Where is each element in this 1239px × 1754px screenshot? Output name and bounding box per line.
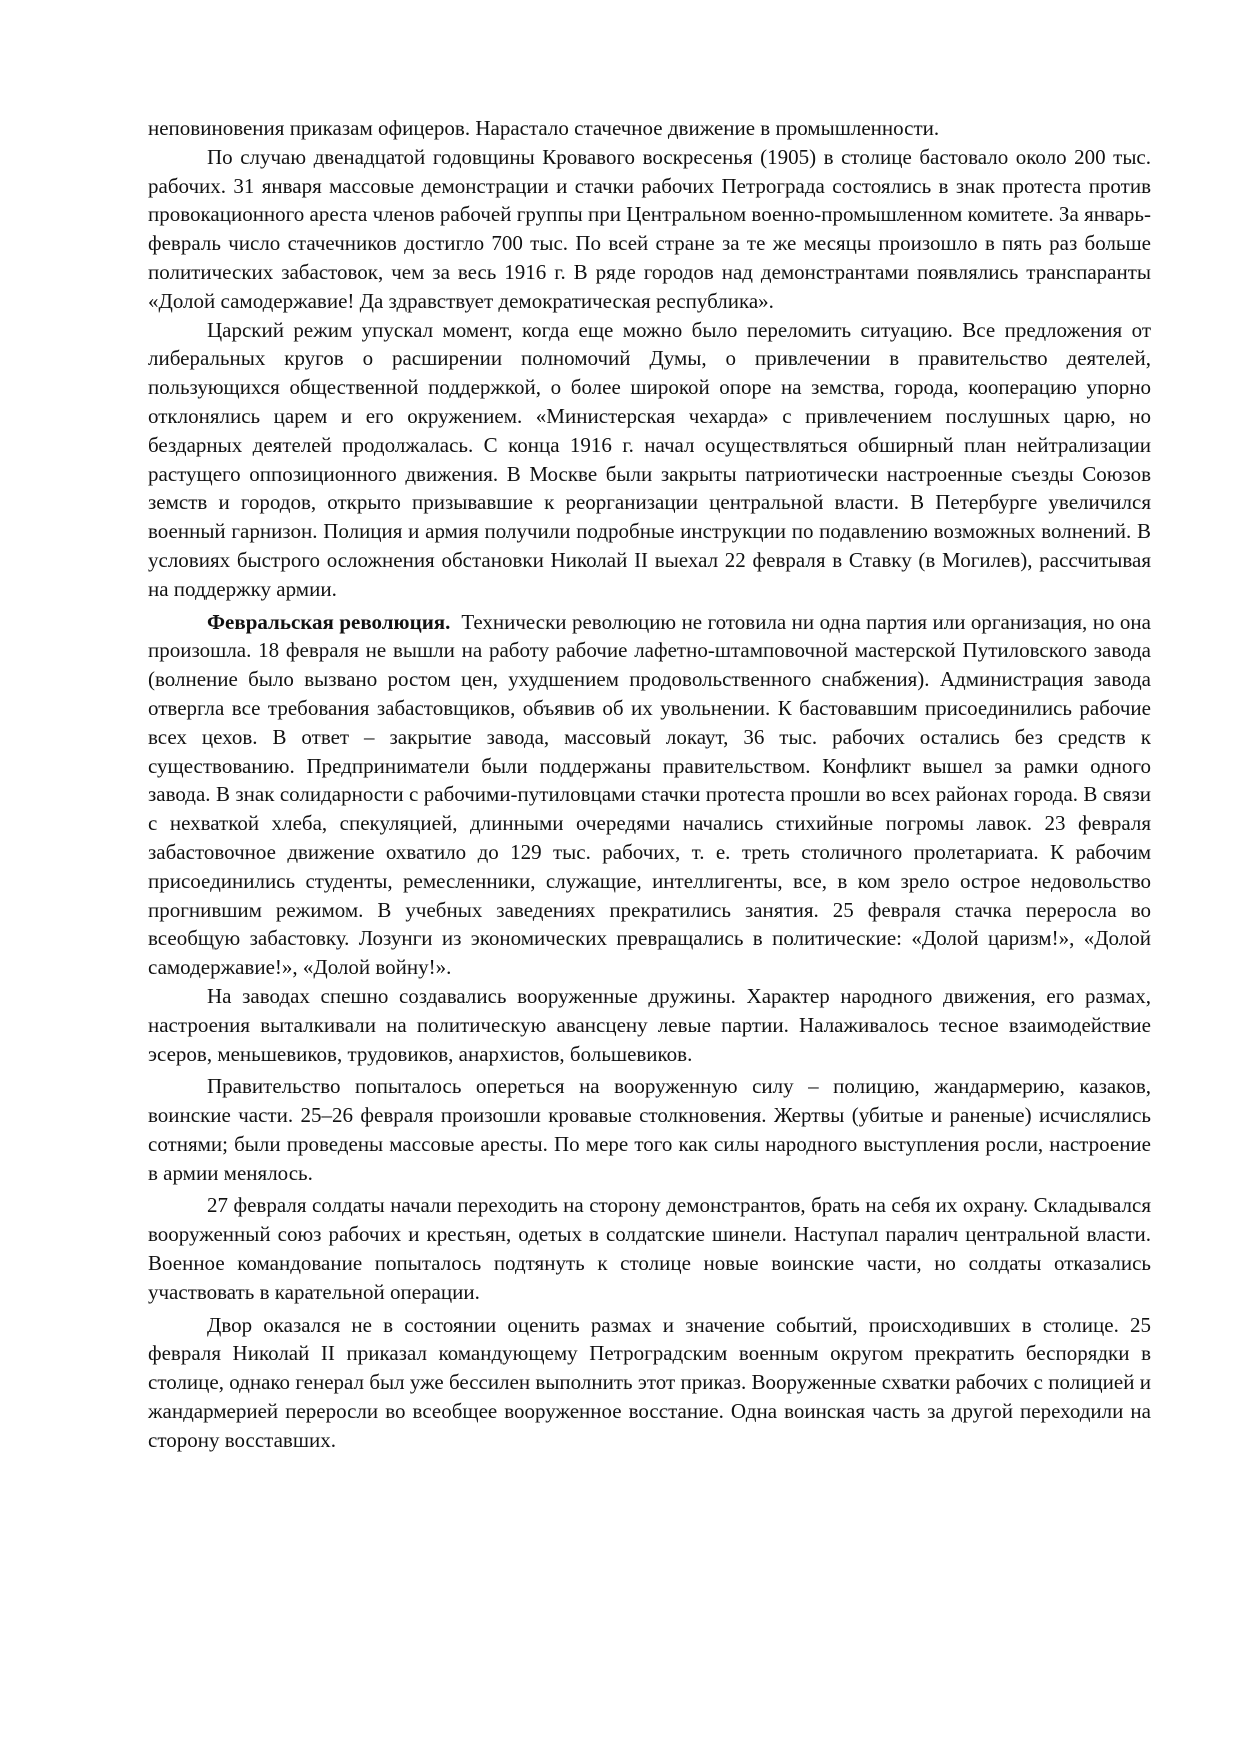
document-page [148,114,1151,1455]
paragraph-february-revolution [148,608,1151,982]
paragraph-text: Технически революцию не готовила ни одна партия или организация, но она произошла. 18 февраля не вышли на работу рабочие лафетно-штамповочной мастерской Путиловского завода (волнение было вызвано ростом цен, ухудшением продовольственного снабжения). Администрация завода отвергла все требования забастовщиков, объявив об их увольнении. К бастовавшим присоединились рабочие всех цехов. В ответ – закрытие завода, массовый локаут, 36 тыс. рабочих остались без средств к существованию. Предприниматели были поддержаны правительством. Конфликт вышел за рамки одного завода. В знак солидарности с рабочими-путиловцами стачки протеста прошли во всех районах города. В связи с нехваткой хлеба, спекуляцией, длинными очередями начались стихийные погромы лавок. 23 февраля забастовочное движение охватило до 129 тыс. рабочих, т. е. треть столичного пролетариата. К рабочим присоединились студенты, ремесленники, служащие, интеллигенты, все, в ком зрело острое недовольство прогнившим режимом. В учебных заведениях прекратились занятия. 25 февраля стачка переросла во всеобщую забастовку. Лозунги из экономических превращались в политические: «Долой царизм!», «Долой самодержавие!», «Долой войну!». [148,609,1151,980]
paragraph-text: Царский режим упускал момент, когда еще можно было переломить ситуацию. Все предложения от либеральных кругов о расширении полномочий Думы, о привлечении в правительство деятелей, пользующихся общественной поддержкой, о более широкой опоре на земства, города, кооперацию упорно отклонялись царем и его окружением. «Министерская чехарда» с привлечением послушных царю, но бездарных деятелей продолжалась. С конца 1916 г. начал осуществляться обширный план нейтрализации растущего оппозиционного движения. В Москве были закрыты патриотически настроенные съезды Союзов земств и городов, открыто призывавшие к реорганизации центральной власти. В Петербурге увеличился военный гарнизон. Полиция и армия получили подробные инструкции по подавлению возможных волнений. В условиях быстрого осложнения обстановки Николай II выехал 22 февраля в Ставку (в Могилев), рассчитывая на поддержку армии. [148,317,1151,601]
paragraph-tsarist-regime [148,316,1151,604]
paragraph-government-force [148,1072,1151,1187]
paragraph-text: 27 февраля солдаты начали переходить на сторону демонстрантов, брать на себя их охрану. Складывался вооруженный союз рабочих и крестьян, одетых в солдатские шинели. Наступал паралич центральной власти. Военное командование попыталось подтянуть к столице новые воинские части, но солдаты отказались участвовать в карательной операции. [148,1193,1151,1304]
paragraph-bloody-sunday-anniversary [148,143,1151,316]
paragraph-text: неповиновения приказам офицеров. Нарастало стачечное движение в промышленности. [148,116,940,140]
paragraph-text: Правительство попыталось опереться на вооруженную силу – полицию, жандармерию, казаков, воинские части. 25–26 февраля произошли кровавые столкновения. Жертвы (убитые и раненые) исчислялись сотнями; были проведены массовые аресты. По мере того как силы народного выступления росли, настроение в армии менялось. [148,1074,1151,1185]
paragraph-armed-groups [148,982,1151,1068]
paragraph-text: На заводах спешно создавались вооруженные дружины. Характер народного движения, его размах, настроения выталкивали на политическую авансцену левые партии. Налаживалось тесное взаимодействие эсеров, меньшевиков, трудовиков, анархистов, большевиков. [148,983,1151,1066]
paragraph-court-reaction [148,1311,1151,1455]
paragraph-continuation [148,114,1151,143]
paragraph-soldiers-join [148,1191,1151,1306]
paragraph-text: По случаю двенадцатой годовщины Кровавого воскресенья (1905) в столице бастовало около 200 тыс. рабочих. 31 января массовые демонстрации и стачки рабочих Петрограда состоялись в знак протеста против провокационного ареста членов рабочей группы при Центральном военно-промышленном комитете. За январь-февраль число стачечников достигло 700 тыс. По всей стране за те же месяцы произошло в пять раз больше политических забастовок, чем за весь 1916 г. В ряде городов над демонстрантами появлялись транспаранты «Долой самодержавие! Да здравствует демократическая республика». [148,144,1151,313]
section-heading: Февральская революция. [207,609,451,634]
paragraph-text: Двор оказался не в состоянии оценить размах и значение событий, происходивших в столице. 25 февраля Николай II приказал командующему Петроградским военным округом прекратить беспорядки в столице, однако генерал был уже бессилен выполнить этот приказ. Вооруженные схватки рабочих с полицией и жандармерией переросли во всеобщее вооруженное восстание. Одна воинская часть за другой переходили на сторону восставших. [148,1312,1151,1452]
